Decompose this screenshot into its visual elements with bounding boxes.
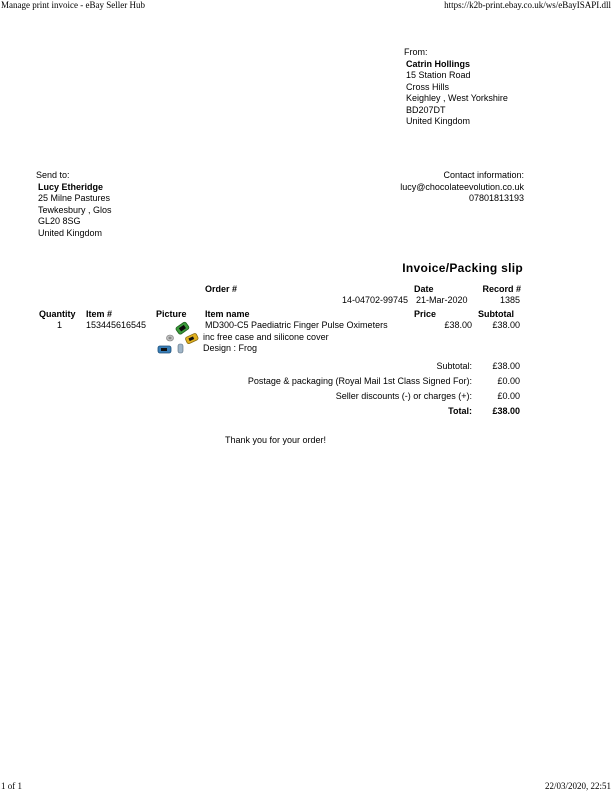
send-to-name: Lucy Etheridge (38, 181, 104, 192)
discount-value: £0.00 (497, 391, 520, 401)
postage-label: Postage & packaging (Royal Mail 1st Class Signed For): (247, 376, 472, 386)
from-address (404, 47, 508, 128)
send-to-label: Send to: (36, 170, 70, 180)
contact-email: lucy@chocolateevolution.co.uk (400, 181, 524, 192)
item-name-line: inc free case and silicone cover (203, 331, 329, 342)
contact-label: Contact information: (443, 170, 524, 180)
price-header: Price (414, 309, 437, 319)
print-header-url: https://k2b-print.ebay.co.uk/ws/eBayISAPI.dll (444, 0, 611, 10)
from-name: Catrin Hollings (406, 58, 471, 69)
from-line: BD207DT (406, 104, 446, 115)
item-name (203, 320, 388, 355)
discount-label: Seller discounts (-) or charges (+): (335, 391, 472, 401)
from-label: From: (404, 47, 428, 57)
subtotal-label: Subtotal: (436, 361, 472, 371)
contact-phone: 07801813193 (468, 193, 524, 203)
product-picture (156, 320, 202, 356)
thank-you-message: Thank you for your order! (225, 435, 327, 445)
send-to-line: 25 Milne Pastures (38, 193, 111, 203)
send-to-address (36, 170, 112, 239)
send-to-line: United Kingdom (38, 227, 103, 238)
send-to-line: GL20 8SG (38, 216, 81, 226)
from-line: Keighley , West Yorkshire (406, 93, 508, 103)
print-footer-page-count: 1 of 1 (1, 781, 22, 791)
record-header: Record # (482, 284, 521, 294)
from-line: 15 Station Road (406, 70, 471, 80)
date-header: Date (414, 284, 434, 294)
item-variation: Design : Frog (203, 343, 258, 353)
print-header-title: Manage print invoice - eBay Seller Hub (1, 0, 145, 10)
item-price: £38.00 (444, 320, 472, 330)
item-quantity: 1 (57, 320, 63, 330)
item-name-line: MD300-C5 Paediatric Finger Pulse Oximeters (205, 320, 388, 330)
pulse-oximeter-image (156, 320, 202, 356)
invoice-title: Invoice/Packing slip (402, 261, 523, 275)
postage-value: £0.00 (497, 376, 520, 386)
order-number-header: Order # (205, 284, 238, 294)
order-date: 21-Mar-2020 (416, 295, 468, 305)
item-name-header: Item name (205, 309, 250, 319)
print-footer-timestamp: 22/03/2020, 22:51 (544, 781, 611, 791)
item-number: 153445616545 (86, 320, 147, 330)
item-number-header: Item # (86, 309, 113, 319)
from-line: Cross Hills (406, 81, 450, 92)
from-line: United Kingdom (406, 116, 471, 126)
order-number: 14-04702-99745 (341, 295, 408, 305)
item-subtotal: £38.00 (492, 320, 520, 330)
picture-header: Picture (156, 309, 187, 319)
contact-info (400, 170, 524, 205)
subtotal-header: Subtotal (478, 309, 514, 319)
record-number: 1385 (499, 295, 520, 305)
send-to-line: Tewkesbury , Glos (38, 204, 112, 215)
quantity-header: Quantity (39, 309, 76, 319)
total-label: Total: (448, 406, 472, 416)
total-value: £38.00 (492, 406, 520, 416)
subtotal-value: £38.00 (492, 361, 520, 371)
